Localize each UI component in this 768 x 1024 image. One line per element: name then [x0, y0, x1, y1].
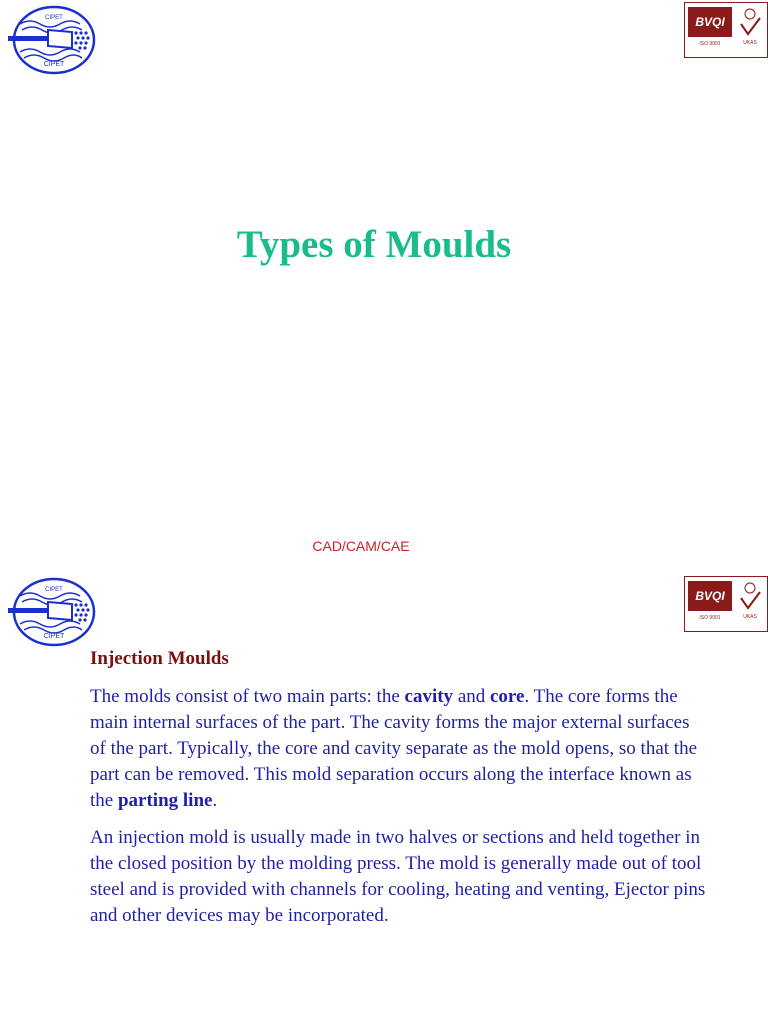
logo-top-text: CIPET	[45, 587, 63, 593]
slide-title-text: Types of Moulds	[236, 223, 512, 266]
section-heading: Injection Moulds	[90, 648, 229, 669]
svg-text:UKAS: UKAS	[743, 614, 757, 620]
logo-top-text: CIPET	[45, 15, 63, 21]
ukas-crown-icon	[735, 6, 765, 54]
logo-bottom-text: CIPET	[43, 633, 65, 640]
bvqi-label: BVQI	[688, 581, 732, 611]
paragraph-mold-halves: An injection mold is usually made in two halves or sections and held together in the closed position by the molding press. The mold is generally made out of tool steel and is provided with channels for cooling, heating and venting, Ejector pins and other devices may be incorporated.	[90, 827, 706, 926]
cipet-logo	[6, 574, 98, 650]
ukas-crown-icon	[735, 580, 765, 628]
iso-label: ISO 9001	[699, 41, 721, 47]
term-cavity: cavity	[404, 686, 454, 707]
iso-label: ISO 9001	[699, 615, 721, 621]
term-core: core	[490, 686, 525, 707]
para-text: . The core forms the main internal surfaces of the part. The cavity forms the major external surfaces of the part. Typically, the core and cavity separate as the mold opens, so that the part can be removed. This mold separation occurs along the interface known as the	[90, 686, 697, 811]
paragraph-cavity-core	[90, 684, 710, 814]
para-text: The molds consist of two main parts: the	[90, 686, 405, 707]
para-text: and	[453, 686, 490, 707]
slide-injection-moulds	[0, 512, 768, 1024]
bvqi-iso-logo	[684, 576, 768, 632]
para-text: .	[212, 790, 218, 811]
logo-bottom-text: CIPET	[43, 61, 65, 68]
bvqi-label: BVQI	[688, 7, 732, 37]
svg-text:UKAS: UKAS	[743, 40, 757, 46]
bvqi-iso-logo	[684, 2, 768, 58]
slide-footer: CAD/CAM/CAE	[312, 538, 410, 554]
term-parting-line: parting line	[117, 790, 213, 811]
cipet-logo	[6, 2, 98, 78]
